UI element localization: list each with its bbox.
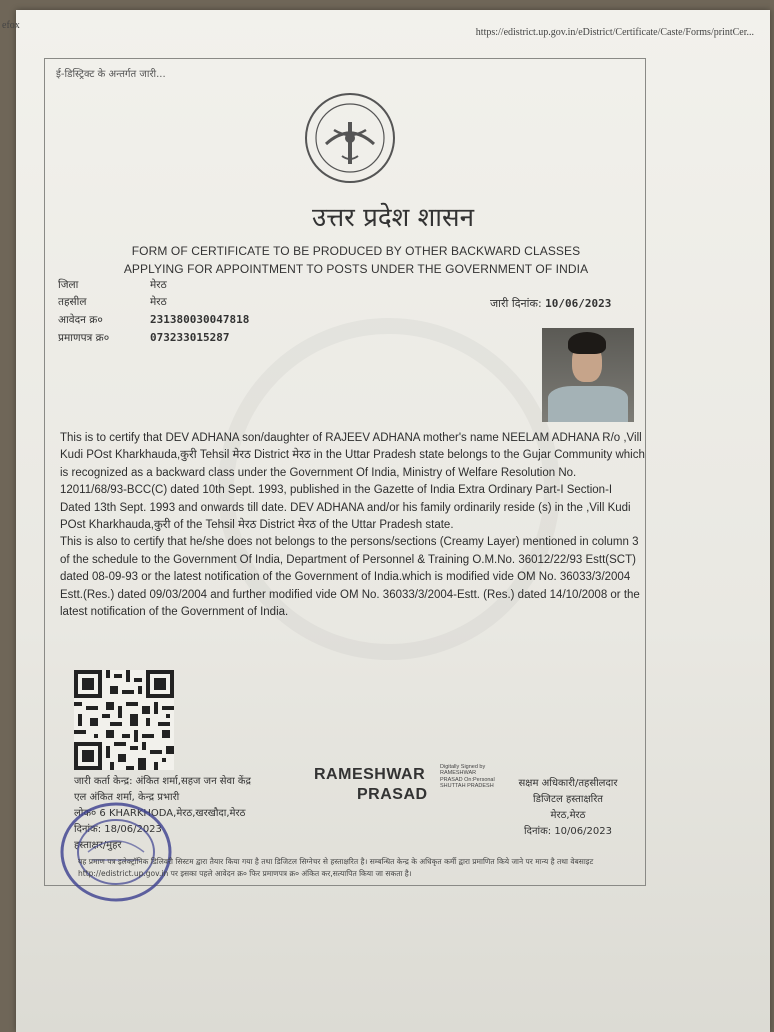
issued-under-note: ई-डिस्ट्रिक्ट के अन्तर्गत जारी... [56,69,166,80]
authority-date: दिनांक: 10/06/2023 [524,826,612,837]
authority-location: मेरठ,मेरठ [550,810,586,821]
issue-date-value: 10/06/2023 [545,297,612,310]
issue-date-label: जारी दिनांक: [490,297,542,310]
application-no-label: आवेदन क्र० [58,314,103,326]
district-value: मेरठ [150,279,167,291]
centre-rubber-stamp [58,800,176,904]
centre-address-line: लोक० 6 KHARKHODA,मेरठ,खरखौदा,मेरठ [74,808,246,819]
form-title-line-1: FORM OF CERTIFICATE TO BE PRODUCED BY OTHER BACKWARD CLASSES [131,244,581,258]
digitally-signed-label: डिजिटल हस्ताक्षरित [533,794,603,805]
qr-code [74,670,174,770]
centre-date-line: दिनांक: 18/06/2023 [74,824,162,835]
verification-footer: यह प्रमाण पत्र इलेक्ट्रॉनिक डिलिवरी सिस्टम द्वारा तैयार किया गया है तथा डिजिटल सिग्नेचर से हस्ताक्षरित है। सम्बन्धित केन्द्र के अधिकृत कर्मी द्वारा प्रमाणित किये जाने पर मान्य है तथा वेबसाइट http://edistrict.up.gov.in पर इसका पहले आवेदन क्र० फिर प्रमाणपत्र क्र० अंकित कर,सत्यापित किया जा सकता है। [78,857,594,878]
tehsil-value: मेरठ [150,296,167,308]
print-url: https://edistrict.up.gov.in/eDistrict/Certificate/Caste/Forms/printCer... [475,27,754,38]
applicant-photo [542,328,634,422]
centre-in-charge-line: एल अंकित शर्मा, केन्द्र प्रभारी [74,792,180,803]
issuing-centre-line: जारी कर्ता केन्द्र: अंकित शर्मा,सहज जन सेवा केंद्र [74,776,251,787]
digital-signer-name: RAMESHWAR [314,766,426,783]
competent-authority-block [500,776,636,840]
issue-date [490,296,611,311]
form-title-line-2: APPLYING FOR APPOINTMENT TO POSTS UNDER THE GOVERNMENT OF INDIA [123,262,589,276]
authority-title: सक्षम अधिकारी/तहसीलदार [518,778,618,789]
digital-signer-surname: PRASAD [357,786,428,803]
certification-paragraph: This is to certify that DEV ADHANA son/daughter of RAJEEV ADHANA mother's name NEELAM ADHANA R/o ,Vill Kudi POst Kharkhauda,कुरी Tehsil मेरठ District मेरठ in the Uttar Pradesh state belongs to the Gujar Community which is recognized as a backward class under the Government Of India, Ministry of Welfare Resolution No. 12011/68/93-BCC(C) dated 10th Sept. 1993, published in the Gazette of India Extra Ordinary Part-I Section-I Dated 13th Sept. 1993 and onwards till date. DEV ADHANA and/or his family ordinarily reside (s) in the ,Vill Kudi POst Kharkhauda,कुरी of the Tehsil मेरठ District मेरठ of the Uttar Pradesh state. [60,432,645,532]
digital-signature-note: Digitally Signed by RAMESHWAR PRASAD On:Personal SHUTTAH PRADESH [440,764,495,790]
tehsil-label: तहसील [58,296,87,308]
certificate-body [60,430,645,621]
up-govt-emblem-icon [304,92,396,184]
application-no-value: 231380030047818 [150,313,250,326]
browser-title-fragment: efox [2,20,20,31]
certificate-no-label: प्रमाणपत्र क्र० [58,332,110,344]
creamy-layer-paragraph: This is also to certify that he/she does not belongs to the persons/sections (Creamy Layer) mentioned in column 3 of the schedule to the Government Of India, Department of Personnel & Training O.M.No. 36012/22/93 Estt(SCT) dated 08-09-93 or the latest notification of the Government of India.which is modified vide OM No. 36033/3/2004 Estt.(Res.) dated 09/03/2004 and further modified vide OM No. 36033/3/2004-Estt. (Res.) dated 14/10/2008 or the latest notification of the Government of India. [60,536,640,619]
signature-seal-line: हस्ताक्षर/मुहर [74,840,122,851]
government-title: उत्तर प्रदेश शासन [311,203,475,233]
district-label: जिला [58,279,79,291]
certificate-no-value: 073233015287 [150,331,230,344]
